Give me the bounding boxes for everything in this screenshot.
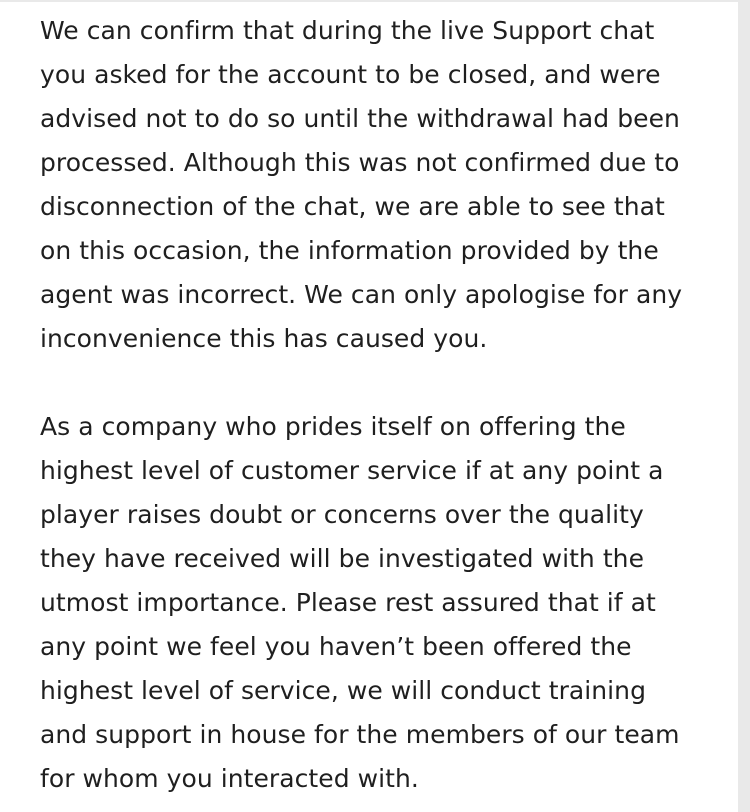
text-line: you asked for the account to be closed, and were <box>40 60 661 89</box>
text-line: inconvenience this has caused you. <box>40 324 488 353</box>
paragraph-2 <box>40 405 720 801</box>
message-card <box>0 2 738 812</box>
text-line: processed. Although this was not confirmed due to <box>40 148 680 177</box>
text-line: utmost importance. Please rest assured that if at <box>40 588 656 617</box>
text-line: highest level of customer service if at any point a <box>40 456 664 485</box>
text-line: We can confirm that during the live Support chat <box>40 16 655 45</box>
text-line: any point we feel you haven’t been offered the <box>40 632 632 661</box>
text-line: for whom you interacted with. <box>40 764 419 793</box>
message-body <box>40 9 720 801</box>
paragraph-1 <box>40 9 720 361</box>
paragraph-gap <box>40 361 720 405</box>
text-line: highest level of service, we will conduct training <box>40 676 646 705</box>
text-line: they have received will be investigated with the <box>40 544 644 573</box>
text-line: advised not to do so until the withdrawal had been <box>40 104 680 133</box>
text-line: on this occasion, the information provided by the <box>40 236 659 265</box>
text-line: agent was incorrect. We can only apologise for any <box>40 280 683 309</box>
text-line: player raises doubt or concerns over the quality <box>40 500 644 529</box>
text-line: disconnection of the chat, we are able to see that <box>40 192 665 221</box>
text-line: and support in house for the members of our team <box>40 720 680 749</box>
text-line: As a company who prides itself on offering the <box>40 412 626 441</box>
